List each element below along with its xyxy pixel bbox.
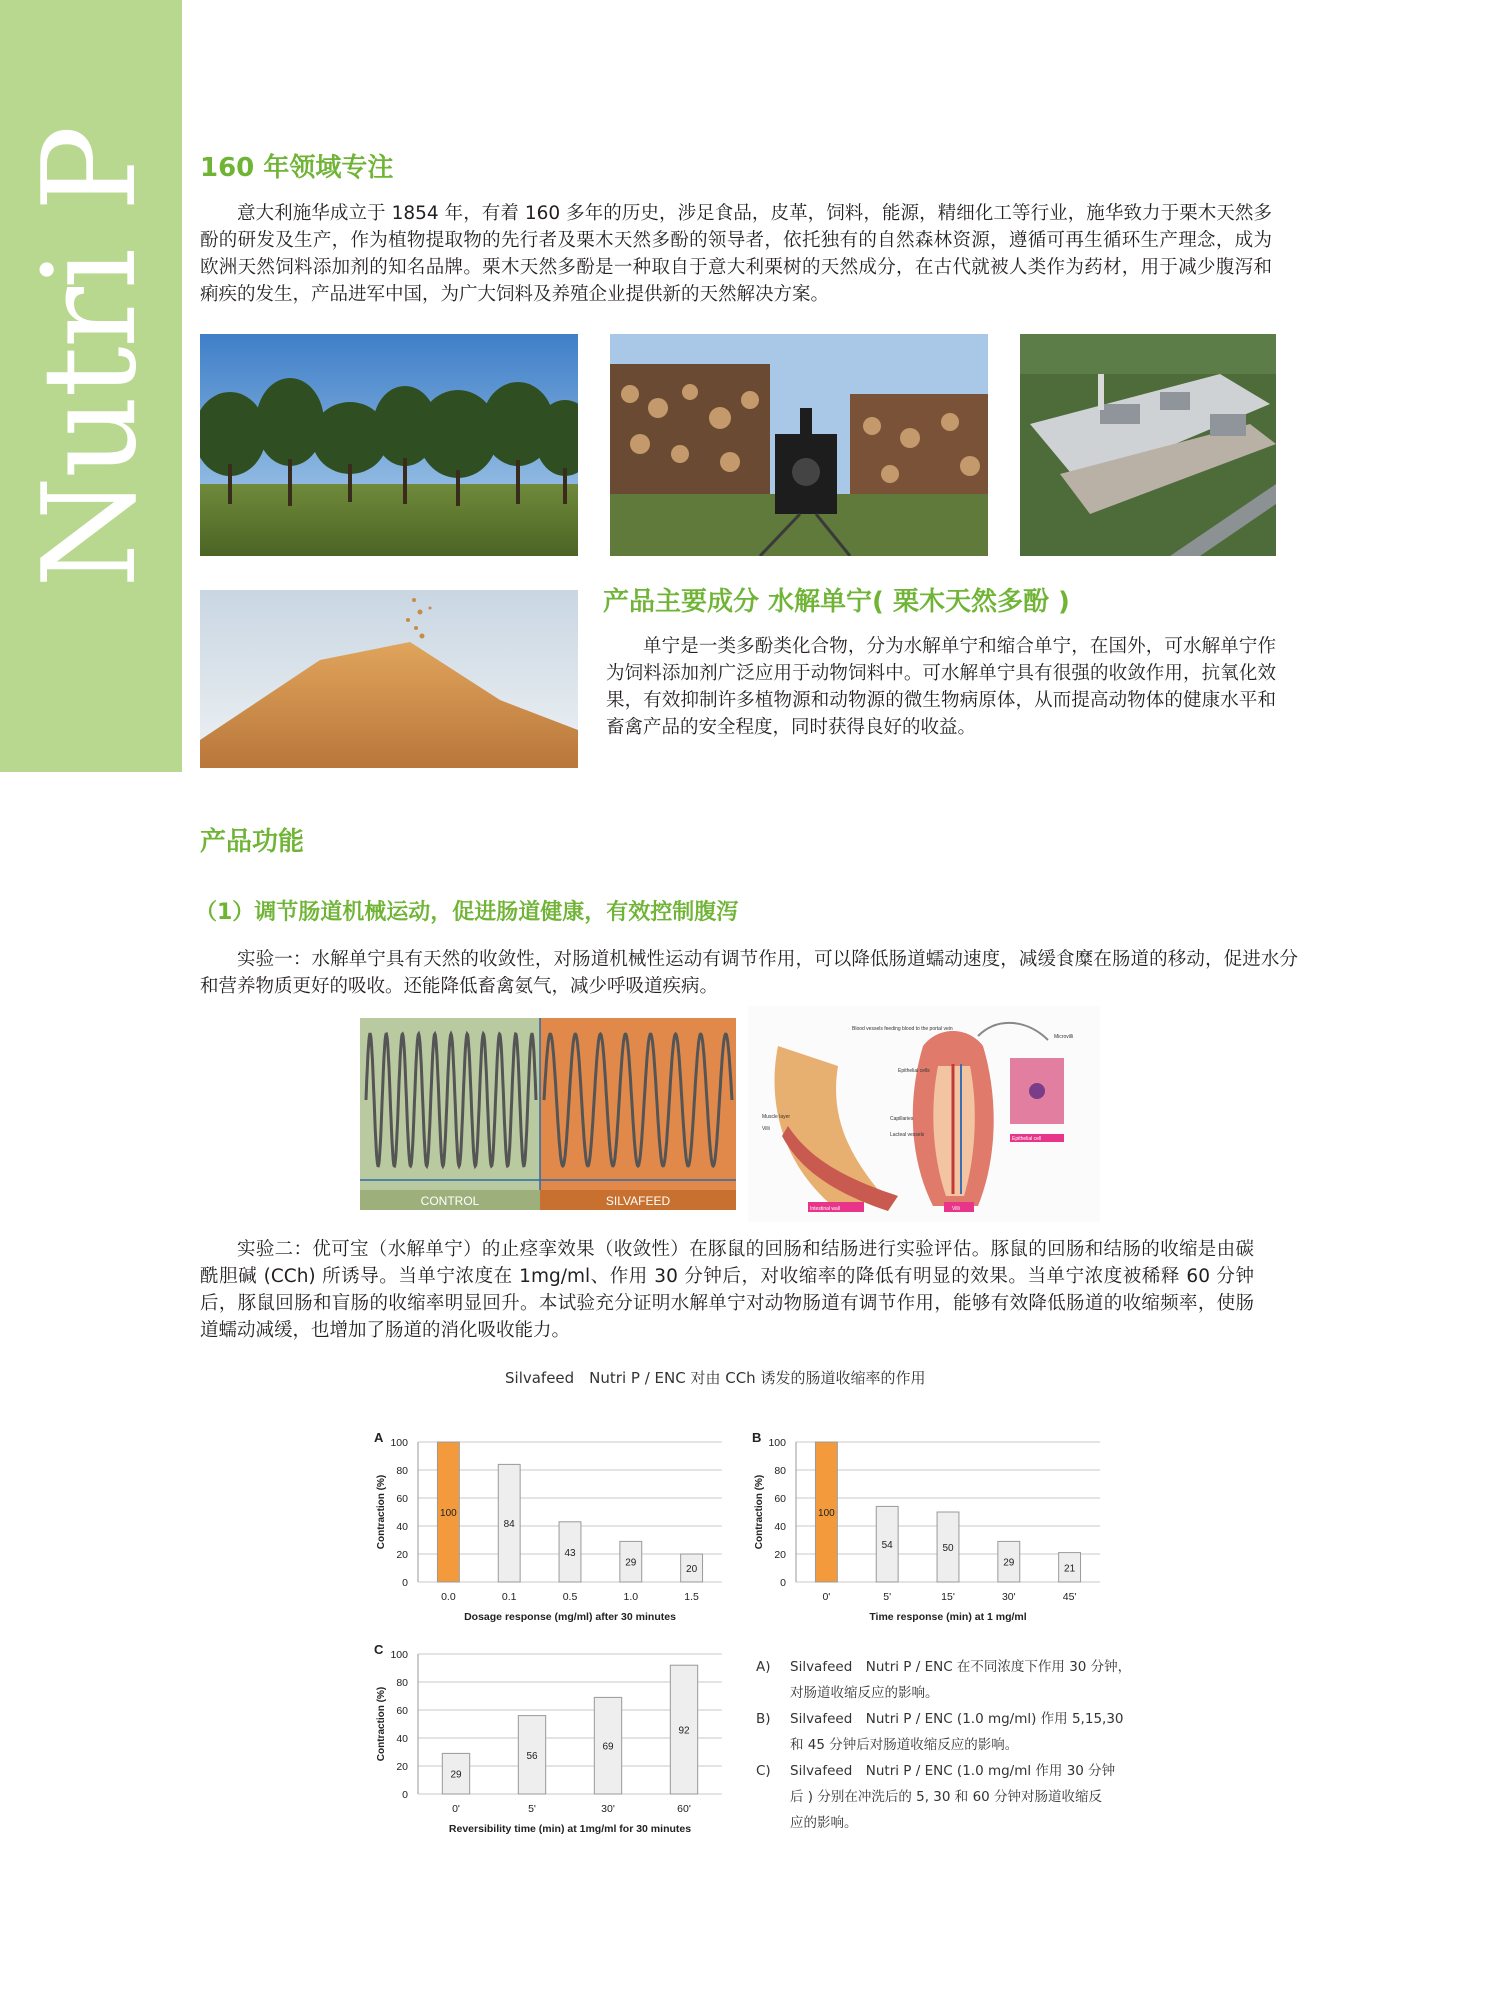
ingredient-text: 单宁是一类多酚类化合物，分为水解单宁和缩合单宁，在国外，可水解单宁作为饲料添加剂广泛应用于动物饲料中。可水解单宁具有很强的收敛作用，抗氧化效果，有效抑制许多植物源和动物源的微生物病原体，从而提高动物体的健康水平和畜禽产品的安全程度，同时获得良好的收益。 xyxy=(606,636,1276,738)
anatomy-label-microvilli: Microvilli xyxy=(1054,1034,1074,1040)
anatomy-label-epithelial-cells: Epithelial cells xyxy=(898,1068,930,1074)
note-c-line1: Silvafeed Nutri P / ENC (1.0 mg/ml 作用 30 分钟 xyxy=(790,1763,1116,1779)
anatomy-label-lacteal: Lacteal vessels xyxy=(890,1132,925,1138)
x-tick-label: 0' xyxy=(822,1591,831,1603)
note-b-label: B) xyxy=(756,1711,771,1727)
x-axis-label: Dosage response (mg/ml) after 30 minutes xyxy=(464,1611,676,1623)
bar-value-label: 29 xyxy=(450,1769,462,1781)
wood-chips-photo xyxy=(200,590,578,768)
section-title-history: 160 年领域专注 xyxy=(200,153,394,183)
note-c-line2: 后 ) 分别在冲洗后的 5, 30 和 60 分钟对肠道收缩反 xyxy=(790,1789,1103,1805)
y-tick-label: 40 xyxy=(396,1733,408,1745)
bar-value-label: 69 xyxy=(602,1741,614,1753)
y-axis-label: Contraction (%) xyxy=(376,1474,387,1550)
y-tick-label: 100 xyxy=(390,1437,408,1449)
y-tick-label: 0 xyxy=(402,1577,408,1589)
y-tick-label: 80 xyxy=(396,1465,408,1477)
y-tick-label: 100 xyxy=(768,1437,786,1449)
bar-value-label: 21 xyxy=(1064,1563,1076,1575)
y-tick-label: 20 xyxy=(774,1549,786,1561)
intestine-anatomy-figure xyxy=(748,1006,1100,1222)
bar-value-label: 43 xyxy=(564,1547,576,1559)
y-axis-label: Contraction (%) xyxy=(754,1474,765,1550)
x-tick-label: 0.1 xyxy=(501,1591,517,1603)
x-tick-label: 45' xyxy=(1062,1591,1077,1603)
chart-panel-b xyxy=(744,1424,1116,1630)
y-tick-label: 60 xyxy=(774,1493,786,1505)
note-b-line1: Silvafeed Nutri P / ENC (1.0 mg/ml) 作用 5,15,30 xyxy=(790,1711,1124,1727)
bar-value-label: 92 xyxy=(678,1725,690,1737)
control-label: CONTROL xyxy=(420,1194,480,1208)
x-tick-label: 15' xyxy=(941,1591,955,1603)
note-a xyxy=(756,1654,1136,1680)
y-tick-label: 40 xyxy=(774,1521,786,1533)
bar-value-label: 29 xyxy=(1003,1557,1015,1569)
y-tick-label: 60 xyxy=(396,1705,408,1717)
anatomy-label-epithelial-cell: Epithelial cell xyxy=(1012,1136,1042,1142)
x-tick-label: 0.0 xyxy=(441,1591,456,1603)
section-title-functions: 产品功能 xyxy=(200,827,305,857)
section-title-ingredient: 产品主要成分 水解单宁( 栗木天然多酚 ) xyxy=(603,587,1070,617)
ingredient-paragraph xyxy=(606,633,1276,741)
bar-value-label: 56 xyxy=(526,1750,538,1762)
history-text: 意大利施华成立于 1854 年，有着 160 多年的历史，涉足食品，皮革，饲料，能源，精细化工等行业，施华致力于栗木天然多酚的研发及生产，作为植物提取物的先行者及栗木天然多酚的领导者，依托独有的自然森林资源，遵循可再生循环生产理念，成为欧洲天然饲料添加剂的知名品牌。栗木天然多酚是一种取自于意大利栗树的天然成分，在古代就被人类作为药材，用于减少腹泻和痢疾的发生，产品进军中国，为广大饲料及养殖企业提供新的天然解决方案。 xyxy=(200,203,1272,305)
x-tick-label: 5' xyxy=(528,1803,536,1815)
x-axis-label: Time response (min) at 1 mg/ml xyxy=(869,1611,1027,1623)
bar-value-label: 20 xyxy=(686,1564,698,1575)
experiment-1-text: 实验一：水解单宁具有天然的收敛性，对肠道机械性运动有调节作用，可以降低肠道蠕动速度，减缓食糜在肠道的移动，促进水分和营养物质更好的吸收。还能降低畜禽氨气，减少呼吸道疾病。 xyxy=(200,949,1298,997)
x-axis-label: Reversibility time (min) at 1mg/ml for 30 minutes xyxy=(448,1823,692,1835)
motility-wave-figure xyxy=(360,1018,736,1210)
y-tick-label: 0 xyxy=(780,1577,786,1589)
y-tick-label: 80 xyxy=(774,1465,786,1477)
x-tick-label: 0' xyxy=(452,1803,460,1815)
bar-value-label: 54 xyxy=(881,1540,893,1552)
note-a-line1: Silvafeed Nutri P / ENC 在不同浓度下作用 30 分钟， xyxy=(790,1659,1132,1675)
y-tick-label: 0 xyxy=(402,1789,408,1801)
brand-vertical-title: Nutri P xyxy=(16,127,165,588)
note-c-label: C) xyxy=(756,1763,771,1779)
experiment-2-text: 实验二：优可宝（水解单宁）的止痉挛效果（收敛性）在豚鼠的回肠和结肠进行实验评估。豚鼠的回肠和结肠的收缩是由碳酰胆碱 (CCh) 所诱导。当单宁浓度在 1mg/ml、作用 30 分钟后，对收缩率的降低有明显的效果。当单宁浓度被稀释 60 分钟后，豚鼠回肠和盲肠的收缩率明显回升。本试验充分证明水解单宁对动物肠道有调节作用，能够有效降低肠道的收缩频率，使肠道蠕动减缓，也增加了肠道的消化吸收能力。 xyxy=(200,1239,1254,1341)
note-b xyxy=(756,1706,1136,1732)
bar-value-label: 100 xyxy=(440,1508,457,1519)
x-tick-label: 1.0 xyxy=(623,1591,639,1603)
anatomy-label-villi: Villi xyxy=(762,1126,770,1132)
y-tick-label: 60 xyxy=(396,1493,408,1505)
chart-notes xyxy=(756,1654,1136,1836)
experiment-2-paragraph xyxy=(200,1236,1254,1344)
y-axis-label: Contraction (%) xyxy=(376,1686,387,1762)
forest-photo xyxy=(200,334,578,556)
experiment-1-paragraph xyxy=(200,946,1298,1000)
anatomy-label-capillaries: Capillaries xyxy=(890,1116,914,1122)
function-subtitle: （1）调节肠道机械运动，促进肠道健康，有效控制腹泻 xyxy=(195,900,739,925)
note-b-line2: 和 45 分钟后对肠道收缩反应的影响。 xyxy=(790,1737,1019,1753)
bar-value-label: 100 xyxy=(818,1508,835,1519)
x-tick-label: 30' xyxy=(601,1803,615,1815)
panel-letter-c: C xyxy=(374,1642,384,1657)
y-tick-label: 20 xyxy=(396,1761,408,1773)
wave-svg xyxy=(360,1018,736,1210)
x-tick-label: 1.5 xyxy=(684,1591,699,1603)
note-a-line2: 对肠道收缩反应的影响。 xyxy=(790,1685,939,1701)
y-tick-label: 20 xyxy=(396,1549,408,1561)
bar-value-label: 29 xyxy=(625,1557,637,1569)
anatomy-label-villi-tag: Villi xyxy=(952,1206,960,1212)
y-tick-label: 80 xyxy=(396,1677,408,1689)
anatomy-label-vessels: Blood vessels feeding blood to the portal vein xyxy=(852,1026,953,1032)
bar-value-label: 84 xyxy=(503,1519,515,1531)
history-paragraph xyxy=(200,200,1272,308)
panel-letter-b: B xyxy=(752,1430,762,1445)
factory-aerial-photo xyxy=(1020,334,1276,556)
anatomy-label-intestinal-wall: Intestinal wall xyxy=(810,1206,841,1212)
logs-train-photo xyxy=(610,334,988,556)
x-tick-label: 60' xyxy=(677,1803,691,1815)
note-a-label: A) xyxy=(756,1659,771,1675)
silvafeed-label: SILVAFEED xyxy=(605,1194,671,1208)
x-tick-label: 5' xyxy=(883,1591,892,1603)
chart-panel-c xyxy=(366,1636,738,1842)
note-c-line3: 应的影响。 xyxy=(790,1815,858,1831)
chart-panel-a xyxy=(366,1424,738,1630)
x-tick-label: 0.5 xyxy=(562,1591,578,1603)
anatomy-label-muscle: Muscle layer xyxy=(762,1114,791,1120)
figure-title: Silvafeed Nutri P / ENC 对由 CCh 诱发的肠道收缩率的作用 xyxy=(505,1369,926,1387)
note-c xyxy=(756,1758,1136,1784)
y-tick-label: 40 xyxy=(396,1521,408,1533)
x-tick-label: 30' xyxy=(1001,1591,1016,1603)
bar-value-label: 50 xyxy=(942,1543,954,1554)
panel-letter-a: A xyxy=(374,1430,384,1445)
y-tick-label: 100 xyxy=(390,1649,408,1661)
